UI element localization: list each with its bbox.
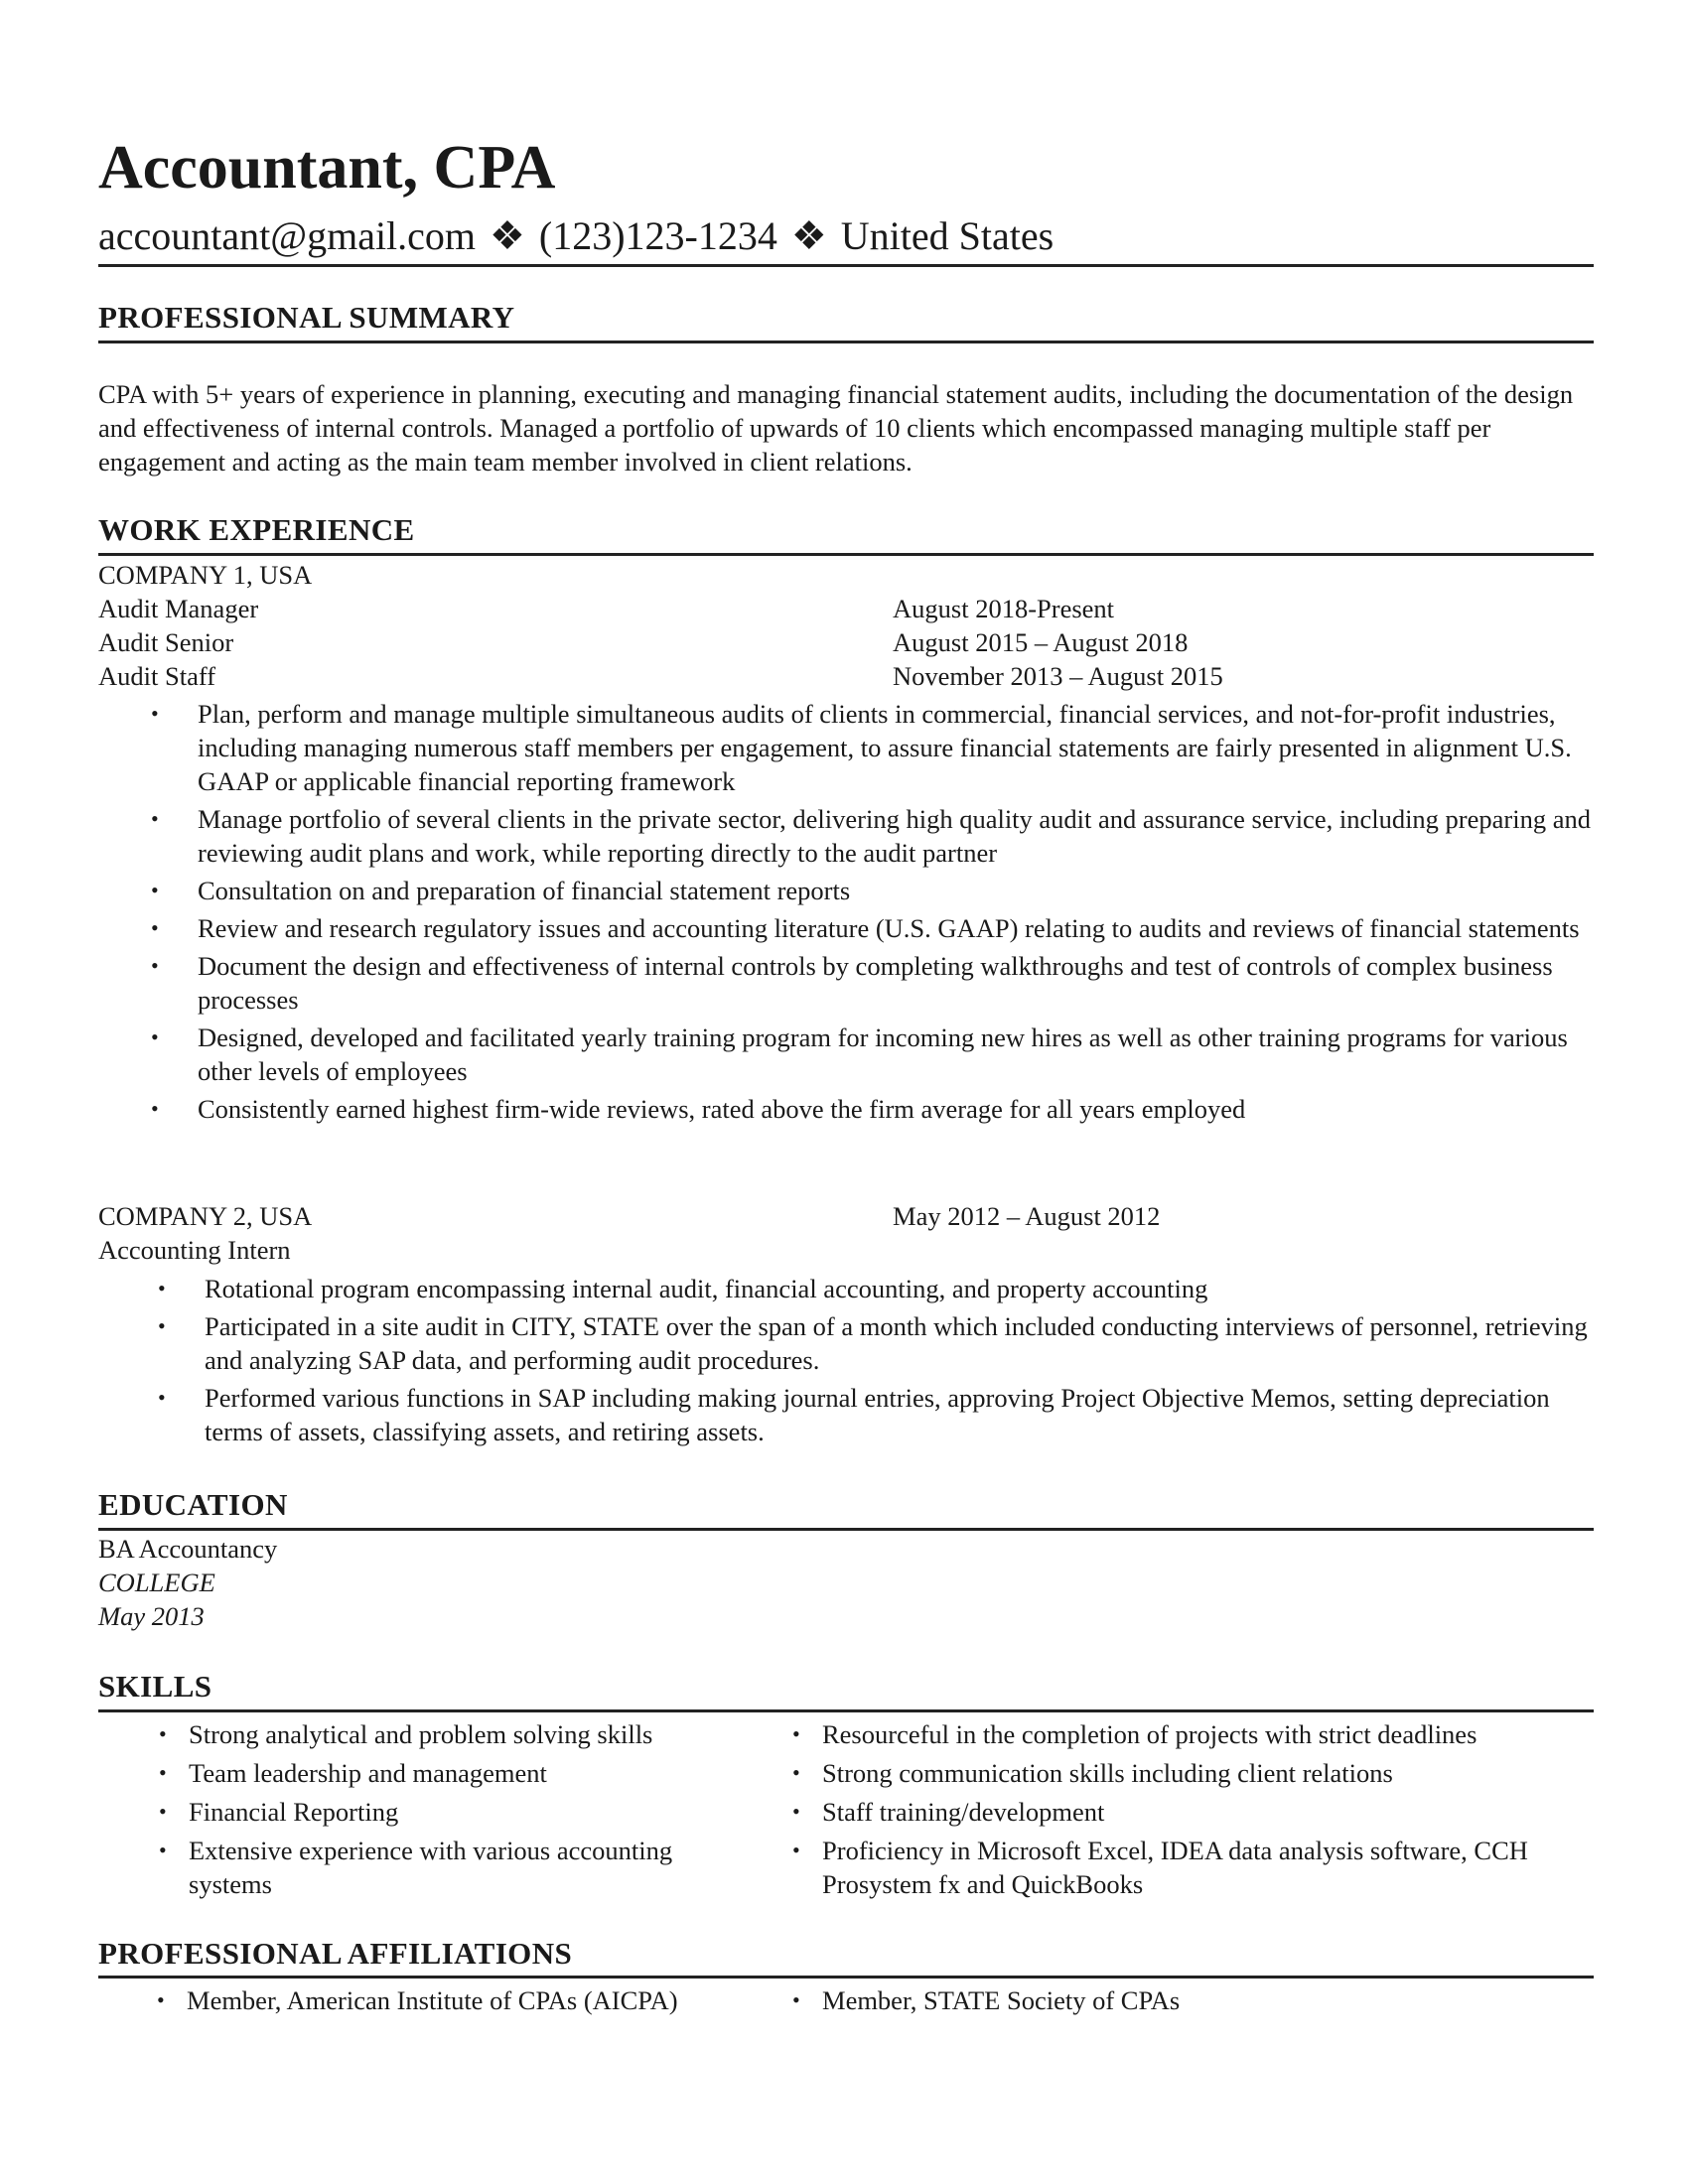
bullet-icon: • <box>151 1096 159 1121</box>
role-dates: August 2015 – August 2018 <box>893 627 1189 657</box>
list-item <box>158 1381 1595 1448</box>
separator-icon: ❖ <box>490 213 525 258</box>
skill-text: Staff training/development <box>822 1797 1105 1827</box>
list-item <box>792 1795 1587 1829</box>
affiliations-list-left <box>157 1983 792 2022</box>
bullet-icon: • <box>158 1276 166 1300</box>
bullet-icon: • <box>151 701 159 726</box>
list-item <box>151 874 1598 907</box>
summary-text: CPA with 5+ years of experience in planning, executing and managing financial statement audits, including the documentation of the design and effectiveness of internal controls. Managed a portfolio of upwards of 10 clients which encompassed managing multiple staff per engagement and acting as the main team member involved in client relations. <box>98 379 1574 477</box>
list-item <box>159 1756 755 1790</box>
bullet-icon: • <box>792 1760 800 1785</box>
separator-icon: ❖ <box>790 213 827 258</box>
skills-list-left <box>159 1717 755 1906</box>
bullet-icon: • <box>151 915 159 940</box>
bullet-icon: • <box>792 1799 800 1824</box>
list-item <box>151 1092 1598 1126</box>
list-item <box>151 911 1598 945</box>
skill-text: Team leadership and management <box>189 1758 547 1788</box>
bullet-icon: • <box>158 1313 166 1338</box>
bullet-icon: • <box>792 1838 800 1862</box>
affiliation-text: Member, STATE Society of CPAs <box>822 1985 1181 2015</box>
bullet-icon: • <box>159 1838 167 1862</box>
bullet-icon: • <box>159 1721 167 1746</box>
role-title: Audit Staff <box>98 661 216 691</box>
bullet-text: Designed, developed and facilitated yearly training program for incoming new hires as well as other training programs for various other levels of employees <box>198 1023 1568 1086</box>
bullet-icon: • <box>158 1385 166 1410</box>
header-divider <box>98 264 1594 267</box>
list-item <box>159 1795 755 1829</box>
contact-line <box>98 213 1055 258</box>
bullet-icon: • <box>151 953 159 978</box>
degree-text: BA Accountancy <box>98 1534 278 1564</box>
role-dates: May 2012 – August 2012 <box>893 1201 1161 1231</box>
list-item <box>151 697 1598 798</box>
list-item <box>157 1983 792 2017</box>
company1-bullet-list <box>151 697 1598 1130</box>
company-name: COMPANY 1, USA <box>98 560 313 590</box>
skill-text: Financial Reporting <box>189 1797 399 1827</box>
summary-heading: PROFESSIONAL SUMMARY <box>98 300 515 335</box>
role-dates: August 2018-Present <box>893 594 1115 623</box>
bullet-text: Participated in a site audit in CITY, STATE over the span of a month which included conducting interviews of personnel, retrieving and analyzing SAP data, and performing audit procedures. <box>205 1311 1588 1375</box>
bullet-text: Consistently earned highest firm-wide reviews, rated above the firm average for all years employed <box>198 1094 1246 1124</box>
list-item <box>792 1983 1587 2017</box>
role-dates: November 2013 – August 2015 <box>893 661 1223 691</box>
list-item <box>159 1717 755 1751</box>
bullet-text: Manage portfolio of several clients in the private sector, delivering high quality audit and assurance service, including preparing and reviewing audit plans and work, while reporting directly to the audit partner <box>198 804 1591 868</box>
bullet-icon: • <box>151 1024 159 1049</box>
affiliations-heading: PROFESSIONAL AFFILIATIONS <box>98 1936 573 1971</box>
candidate-name: Accountant, CPA <box>98 134 556 202</box>
skills-heading: SKILLS <box>98 1669 212 1704</box>
bullet-text: Performed various functions in SAP including making journal entries, approving Project Objective Memos, setting depreciation terms of assets, classifying assets, and retiring assets. <box>205 1383 1550 1446</box>
education-divider <box>98 1528 1594 1531</box>
role-title: Accounting Intern <box>98 1235 291 1265</box>
bullet-text: Rotational program encompassing internal audit, financial accounting, and property accounting <box>205 1274 1208 1303</box>
bullet-text: Plan, perform and manage multiple simultaneous audits of clients in commercial, financial services, and not-for-profit industries, including managing numerous staff members per engagement, to assure financial statements are fairly presented in alignment U.S. GAAP or applicable financial reporting framework <box>198 699 1572 796</box>
bullet-text: Document the design and effectiveness of internal controls by completing walkthroughs and test of controls of complex business processes <box>198 951 1553 1015</box>
skill-text: Strong analytical and problem solving skills <box>189 1719 653 1749</box>
education-heading: EDUCATION <box>98 1487 288 1522</box>
list-item <box>158 1272 1595 1305</box>
list-item <box>792 1834 1587 1901</box>
role-title: Audit Manager <box>98 594 259 623</box>
bullet-icon: • <box>151 806 159 831</box>
skill-text: Strong communication skills including client relations <box>822 1758 1393 1788</box>
role-title: Audit Senior <box>98 627 234 657</box>
bullet-icon: • <box>792 1721 800 1746</box>
company2-bullet-list <box>158 1272 1595 1452</box>
experience-divider <box>98 553 1594 556</box>
bullet-icon: • <box>157 1987 165 2012</box>
affiliation-text: Member, American Institute of CPAs (AICPA) <box>187 1985 678 2015</box>
bullet-icon: • <box>159 1760 167 1785</box>
school-text: COLLEGE <box>98 1568 215 1597</box>
skills-divider <box>98 1709 1594 1712</box>
location-text: United States <box>840 213 1055 258</box>
phone-text: (123)123-1234 <box>538 213 777 258</box>
bullet-text: Review and research regulatory issues and accounting literature (U.S. GAAP) relating to audits and reviews of financial statements <box>198 913 1580 943</box>
list-item <box>792 1756 1587 1790</box>
list-item <box>792 1717 1587 1751</box>
bullet-icon: • <box>159 1799 167 1824</box>
list-item <box>151 802 1598 870</box>
skill-text: Extensive experience with various accounting systems <box>189 1836 673 1899</box>
skills-list-right <box>792 1717 1587 1906</box>
bullet-icon: • <box>792 1987 800 2012</box>
bullet-text: Consultation on and preparation of financial statement reports <box>198 876 851 905</box>
list-item <box>151 949 1598 1017</box>
list-item <box>158 1309 1595 1377</box>
skill-text: Resourceful in the completion of projects with strict deadlines <box>822 1719 1477 1749</box>
list-item <box>159 1834 755 1901</box>
summary-divider <box>98 341 1594 343</box>
list-item <box>151 1021 1598 1088</box>
company-name: COMPANY 2, USA <box>98 1201 313 1231</box>
skill-text: Proficiency in Microsoft Excel, IDEA data analysis software, CCH Prosystem fx and QuickBooks <box>822 1836 1528 1899</box>
affiliations-list-right <box>792 1983 1587 2022</box>
experience-heading: WORK EXPERIENCE <box>98 512 415 547</box>
email-text: accountant@gmail.com <box>98 213 477 258</box>
graduation-date: May 2013 <box>98 1601 205 1631</box>
affiliations-divider <box>98 1976 1594 1979</box>
bullet-icon: • <box>151 878 159 902</box>
